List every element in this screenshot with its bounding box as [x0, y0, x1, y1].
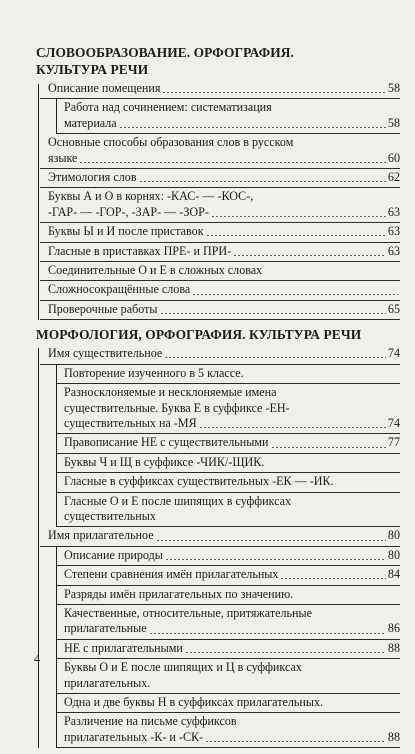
toc-entry-title: Имя прилагательное: [48, 528, 154, 543]
toc-entry-title: Буквы О и Е после шипящих и Ц в суффиксах: [64, 660, 302, 675]
toc-page-number: 60: [387, 150, 400, 165]
toc-entry[interactable]: [56, 659, 400, 694]
toc-entry[interactable]: [40, 262, 400, 281]
toc-entry-title: Буквы А и О в корнях: -КАС- — -КОС-,: [48, 189, 254, 204]
toc-entry[interactable]: [56, 454, 400, 473]
dot-leader: [211, 216, 386, 217]
toc-page-number: 63: [387, 224, 400, 239]
dot-leader: [164, 357, 386, 358]
dot-leader: [119, 127, 386, 128]
toc-entry[interactable]: [40, 134, 400, 169]
toc-entry[interactable]: [56, 473, 400, 492]
toc-entry[interactable]: [40, 243, 400, 262]
page-number: 4: [34, 652, 41, 666]
toc-page-number: 84: [387, 567, 400, 582]
dot-leader: [280, 578, 385, 579]
toc-entry-title: прилагательные: [64, 621, 147, 636]
toc-entry-title: существительных: [64, 508, 156, 523]
toc-entry[interactable]: [56, 586, 400, 605]
toc-page-number: 62: [387, 170, 400, 185]
toc-entry[interactable]: [56, 493, 400, 528]
section-rule: [38, 348, 39, 748]
toc-entry[interactable]: [40, 188, 400, 223]
toc-page-number: 80: [387, 547, 400, 562]
toc-entry-title: Описание помещения: [48, 81, 161, 95]
toc-entry-title: Качественные, относительные, притяжательные: [64, 605, 312, 620]
toc-entry[interactable]: [56, 713, 400, 748]
toc-entry[interactable]: [56, 640, 400, 659]
toc-entry-title: Степени сравнения имён прилагательных: [64, 567, 279, 582]
toc-entry-title: Буквы Ч и Щ в суффиксе -ЧИК/-ЩИК.: [64, 454, 265, 469]
toc-entry-title: материала: [64, 115, 117, 130]
toc-entry-title: Гласные О и Е после шипящих в суффиксах: [64, 493, 292, 508]
toc-entry[interactable]: [56, 547, 400, 566]
toc-entry-title: Буквы Ы и И после приставок: [48, 224, 204, 239]
section-rule: [38, 84, 39, 320]
toc-entry[interactable]: [56, 384, 400, 434]
toc-entry-title: Сложносокращённые слова: [48, 282, 191, 297]
toc-entry-title: Различение на письме суффиксов: [64, 714, 237, 729]
table-of-contents: [34, 44, 400, 754]
toc-page-number: 74: [387, 346, 400, 361]
dot-leader: [185, 652, 386, 653]
toc-entry[interactable]: [56, 605, 400, 640]
toc-page-number: 80: [387, 528, 400, 543]
toc-page-number: 86: [387, 621, 400, 636]
toc-entry-title: Соединительные О и Е в сложных словах: [48, 263, 263, 278]
toc-entry[interactable]: [40, 80, 400, 99]
toc-entry-title: Работа над сочинением: систематизация: [64, 100, 272, 115]
toc-entry[interactable]: [56, 566, 400, 585]
dot-leader: [271, 447, 386, 448]
toc-entry-title: Гласные в приставках ПРЕ- и ПРИ-: [48, 243, 232, 258]
dot-leader: [165, 559, 386, 560]
toc-entry-title: Основные способы образования слов в русском: [48, 135, 294, 150]
toc-entry-title: Повторение изученного в 5 классе.: [64, 365, 244, 380]
dot-leader: [233, 255, 386, 256]
dot-leader: [149, 633, 386, 634]
dot-leader: [206, 235, 386, 236]
toc-entry-title: Этимология слов: [48, 170, 137, 185]
toc-entry[interactable]: [40, 169, 400, 188]
toc-entry-title: Проверочные работы: [48, 301, 158, 316]
toc-entry[interactable]: [56, 99, 400, 134]
toc-section-word-formation: [34, 44, 400, 320]
section-heading: [34, 326, 400, 343]
toc-page-number: 58: [387, 115, 400, 130]
section-heading-line: СЛОВООБРАЗОВАНИЕ. ОРФОГРАФИЯ.: [36, 45, 294, 60]
section-heading-line: КУЛЬТУРА РЕЧИ: [36, 62, 149, 77]
dot-leader: [192, 294, 398, 295]
toc-entry-title: прилагательных.: [64, 675, 151, 690]
toc-page-number: 63: [387, 204, 400, 219]
toc-entry[interactable]: [56, 434, 400, 453]
toc-entry[interactable]: [40, 345, 400, 364]
dot-leader: [199, 427, 386, 428]
toc-page-number: 58: [387, 81, 400, 95]
toc-section-morphology: [34, 326, 400, 748]
toc-entry-title: Разносклоняемые и несклоняемые имена: [64, 385, 277, 400]
toc-page-number: 77: [387, 435, 400, 450]
section-heading: [34, 44, 400, 78]
toc-entry-title: Одна и две буквы Н в суффиксах прилагательных.: [64, 695, 324, 709]
toc-entry-title: Правописание НЕ с существительными: [64, 435, 269, 450]
dot-leader: [139, 181, 386, 182]
toc-entry-title: прилагательных -К- и -СК-: [64, 729, 204, 744]
dot-leader: [205, 741, 386, 742]
toc-entry[interactable]: [40, 223, 400, 242]
toc-entry-title: Описание природы: [64, 547, 163, 562]
toc-entry-title: НЕ с прилагательными: [64, 640, 183, 655]
toc-entry[interactable]: [40, 301, 400, 320]
toc-page-number: 88: [387, 729, 400, 744]
toc-entry[interactable]: [40, 527, 400, 546]
toc-entry-title: Имя существительное: [48, 346, 163, 361]
section-heading-line: МОРФОЛОГИЯ, ОРФОГРАФИЯ. КУЛЬТУРА РЕЧИ: [36, 327, 362, 343]
toc-entry-title: Разряды имён прилагательных по значению.: [64, 586, 294, 601]
toc-entry[interactable]: [56, 694, 400, 713]
dot-leader: [156, 540, 386, 541]
toc-entry[interactable]: [56, 365, 400, 384]
toc-entry[interactable]: [40, 281, 400, 300]
dot-leader: [79, 162, 385, 163]
dot-leader: [162, 92, 386, 93]
toc-entry-title: Гласные в суффиксах существительных -ЕК — -ИК.: [64, 474, 334, 489]
toc-page-number: 88: [387, 640, 400, 655]
toc-entry-title: существительные. Буква Е в суффиксе -ЕН-: [64, 400, 290, 415]
toc-page-number: 65: [387, 301, 400, 316]
toc-page-number: 63: [387, 243, 400, 258]
toc-entry-title: языке: [48, 150, 78, 165]
toc-entry-title: существительных на -МЯ: [64, 415, 197, 430]
dot-leader: [160, 313, 386, 314]
toc-page-number: 74: [387, 415, 400, 430]
toc-entry-title: -ГАР- — -ГОР-, -ЗАР- — -ЗОР-: [48, 204, 209, 219]
